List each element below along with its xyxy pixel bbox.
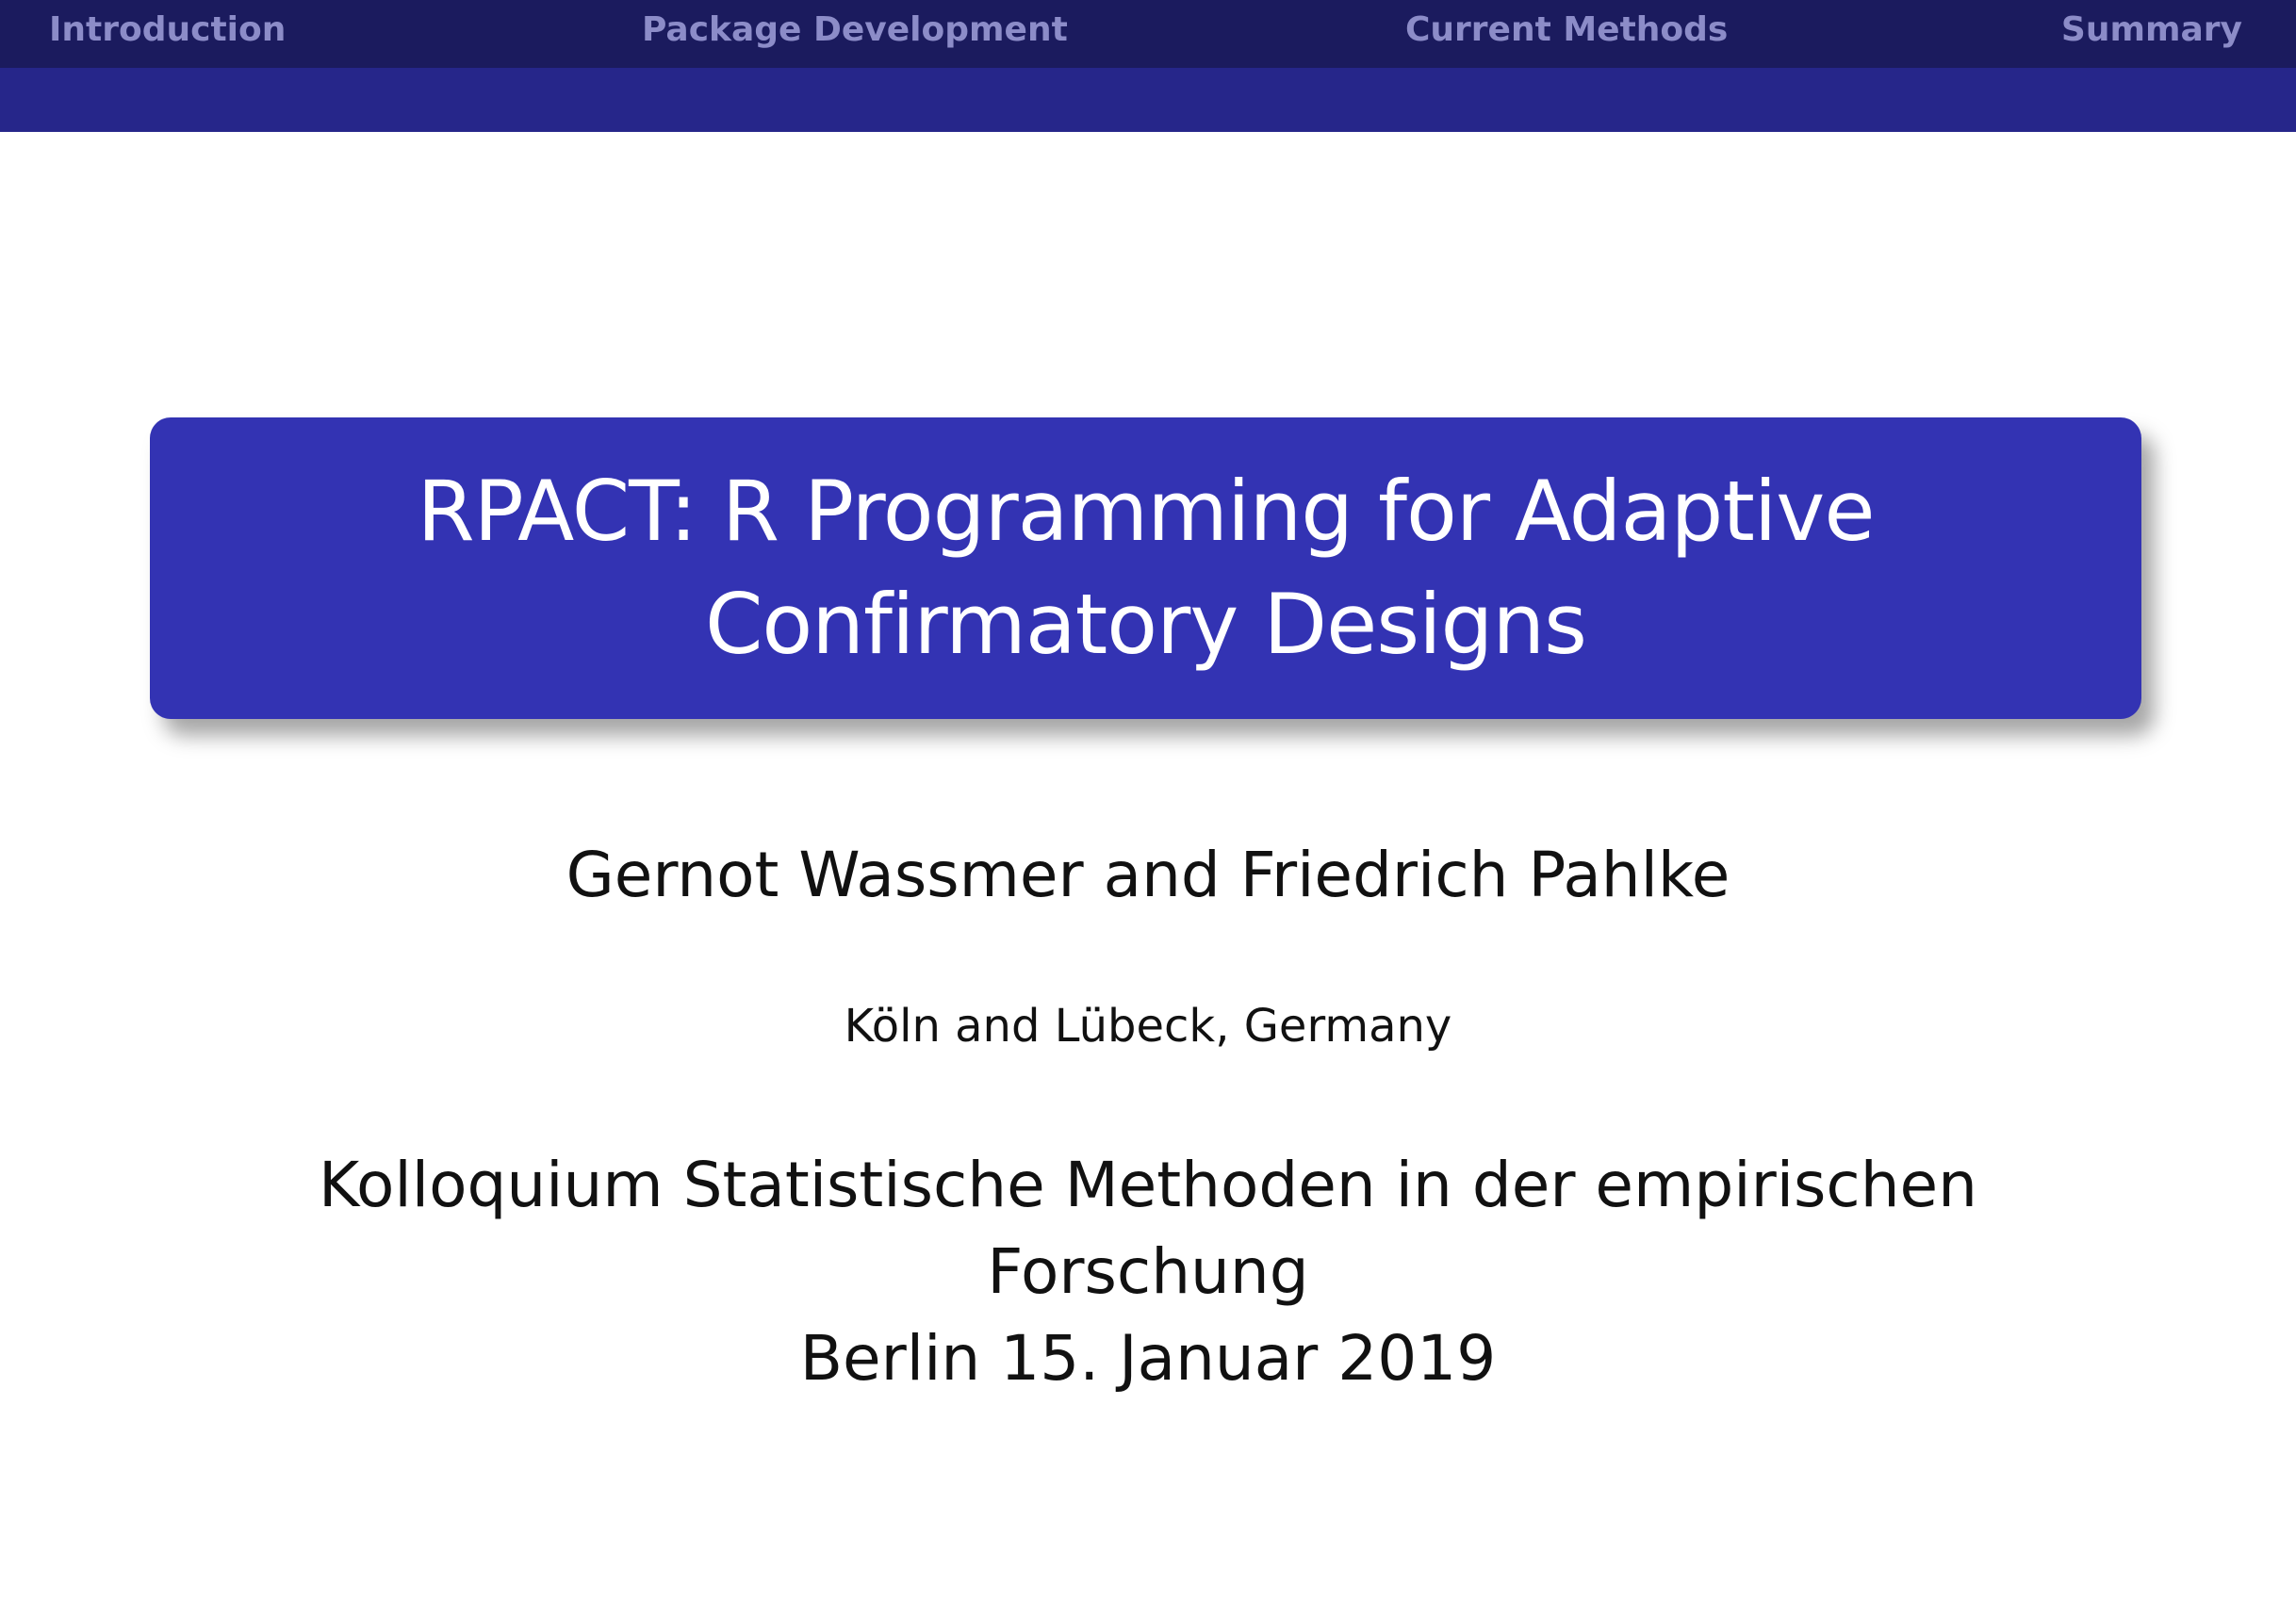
title-line-2: Confirmatory Designs	[704, 576, 1587, 673]
subsection-bar	[0, 68, 2296, 132]
nav-item-package-development[interactable]: Package Development	[642, 10, 1068, 49]
event-date: Berlin 15. Januar 2019	[799, 1322, 1497, 1395]
navigation-bar	[0, 0, 2296, 68]
authors: Gernot Wassmer and Friedrich Pahlke	[566, 839, 1730, 911]
event-info	[0, 1142, 2296, 1402]
event-line-2: Forschung	[987, 1235, 1309, 1308]
nav-item-current-methods[interactable]: Current Methods	[1405, 10, 1729, 49]
slide-title	[251, 455, 2042, 681]
institute: Köln and Lübeck, Germany	[844, 1000, 1452, 1053]
title-box	[150, 417, 2141, 719]
title-line-1: RPACT: R Programming for Adaptive	[417, 463, 1875, 560]
nav-item-introduction[interactable]: Introduction	[49, 10, 287, 49]
event-line-1: Kolloquium Statistische Methoden in der empirischen	[319, 1149, 1977, 1221]
nav-item-summary[interactable]: Summary	[2060, 10, 2242, 49]
